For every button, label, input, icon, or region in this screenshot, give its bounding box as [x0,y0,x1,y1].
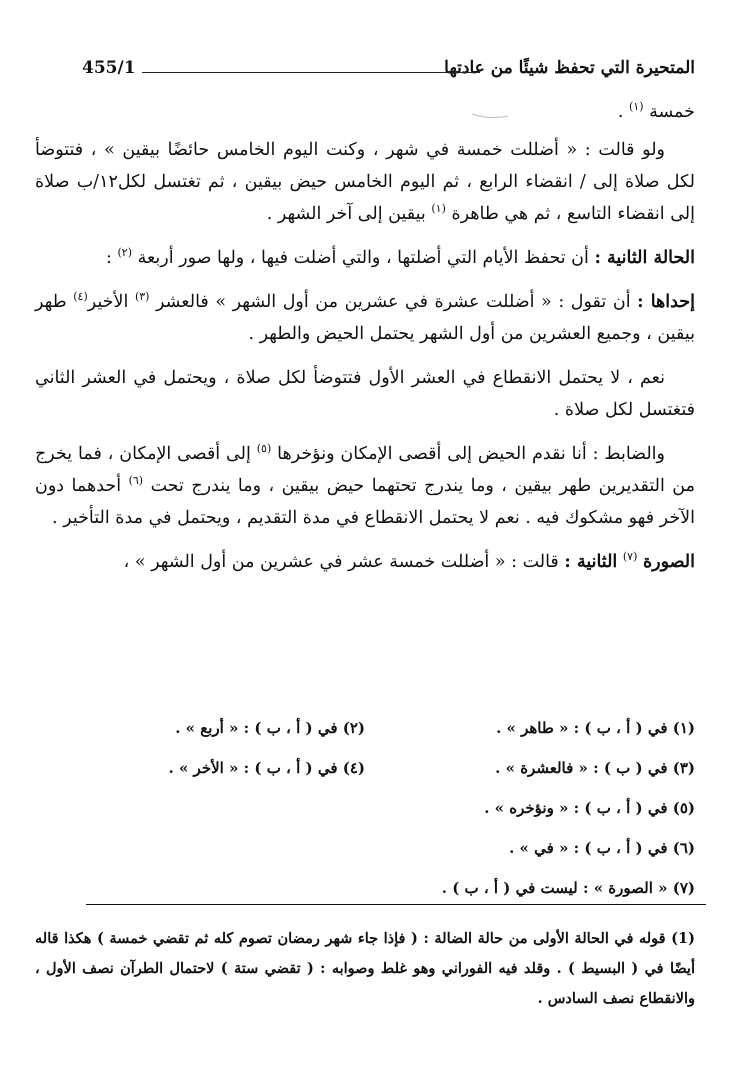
note-ref-2: (٢) [117,246,132,260]
section-heading: الحالة الثانية : [594,248,695,268]
commentary-footnotes [35,924,695,1014]
note-ref-4: (٤) [73,290,88,304]
paragraph-2: الحالة الثانية : أن تحفظ الأيام التي أضلتها ، والتي أضلت فيها ، ولها صور أربعة $^{(٢)}$ : [105,246,695,268]
note-ref-7: (٧) [622,550,638,564]
variant-row [35,748,695,788]
variant-note: (٥) في ( أ ، ب ) : « ونؤخره » . [484,799,695,817]
variant-note: (١) في ( أ ، ب ) : « طاهر » . [496,719,695,737]
case-heading-2: الصورة [642,552,695,572]
variant-row [35,828,695,868]
variant-note: (٧) « الصورة » : ليست في ( أ ، ب ) . [441,879,695,897]
note-ref-6: (٦) [128,474,144,488]
note-ref-1: (١) [628,100,644,114]
main-text [35,96,695,590]
running-title: المتحيرة التي تحفظ شيئًا من عادتها [444,58,695,78]
paragraph-6: الصورة $^{(٧)}$ الثانية : قالت : « أضللت خمسة عشر في عشرين من أول الشهر » ، [123,550,695,572]
paragraph-0: خمسة $^{(١)}$ . [617,100,695,122]
note-ref-1b: (١) [431,202,446,216]
variant-row [35,708,695,748]
footnote-rule [86,904,706,905]
variant-note: (٦) في ( أ ، ب ) : « في » . [509,839,695,857]
note-ref-3: (٣) [134,290,150,304]
paragraph-1: ولو قالت : « أضللت خمسة في شهر ، وكنت اليوم الخامس حائضًا بيقين » ، فتتوضأ لكل صلاة إلى / انقضاء الرابع ، ثم اليوم الخامس حيض بيقين ، ثم تغتسل لكل١٢/ب صلاة إلى انقضاء التاسع ، ثم هي طاهرة $^{(١)}$ بيقين إلى آخر الشهر . [35,140,695,224]
header-rule [142,72,480,73]
footnote-1: (1) قوله في الحالة الأولى من حالة الضالة : ( فإذا جاء شهر رمضان تصوم كله ثم تقضي خمسة ) هكذا قاله أيضًا في ( البسيط ) . وقلد فيه الفوراني وهو غلط وصوابه : ( تقضي ستة ) لاحتمال الطرآن نصف الأول ، والانقطاع نصف السادس . [35,930,695,1007]
variant-row [35,788,695,828]
paragraph-3: إحداها : أن تقول : « أضللت عشرة في عشرين من أول الشهر » فالعشر $^{(٣)}$ الأخير$^{(٤)}$ طهر بيقين ، وجميع العشرين من أول الشهر يحتمل الحيض والطهر . [35,290,695,344]
manuscript-variants [35,708,695,908]
page-number: 455/1 [82,58,136,78]
paragraph-4: نعم ، لا يحتمل الانقطاع في العشر الأول فتتوضأ لكل صلاة ، ويحتمل في العشر الثاني فتغتسل لكل صلاة . [35,368,695,420]
note-ref-5: (٥) [256,442,272,456]
case-heading-1: إحداها : [637,292,695,312]
variant-note: (٣) في ( ب ) : « فالعشرة » . [495,759,695,777]
variant-note: (٢) في ( أ ، ب ) : « أربع » . [175,719,365,737]
variant-row [35,868,695,908]
paragraph-5: والضابط : أنا نقدم الحيض إلى أقصى الإمكان ونؤخرها $^{(٥)}$ إلى أقصى الإمكان ، فما يخرج من التقديرين طهر بيقين ، وما يندرج تحتهما حيض بيقين ، وما يندرج تحت $^{(٦)}$ أحدهما دون الآخر فهو مشكوك فيه . نعم لا يحتمل الانقطاع في مدة التقديم ، ويحتمل في مدة التأخير . [35,442,695,528]
variant-note: (٤) في ( أ ، ب ) : « الأخر » . [168,759,365,777]
